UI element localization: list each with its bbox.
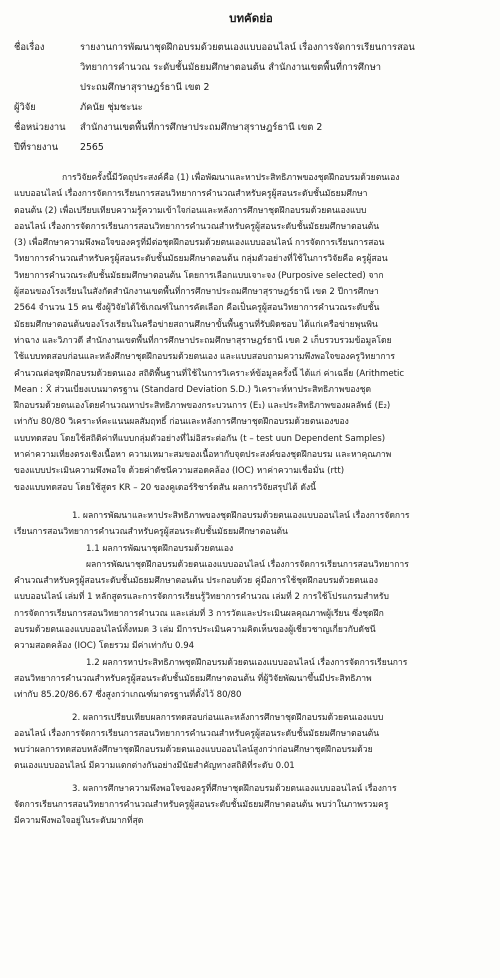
abstract-body — [14, 170, 488, 496]
results-section — [14, 508, 488, 830]
result-line: 1. ผลการพัฒนาและหาประสิทธิภาพของชุดฝึกอบรมด้วยตนเองแบบออนไลน์ เรื่องการจัดการ — [72, 510, 410, 521]
result-line: ความสอดคล้อง (IOC) โดยรวม มีค่าเท่ากับ 0.94 — [14, 641, 195, 652]
abstract-line: แบบทดสอบ โดยใช้สถิติค่าทีแบบกลุ่มตัวอย่างที่ไม่อิสระต่อกัน (t – test uun Dependent Samples) — [14, 433, 386, 444]
result-line: การจัดการเรียนการสอนวิทยาการคำนวณ และเล่มที่ 3 การวัดและประเมินผลคุณภาพผู้เรียน ซึ่งชุดฝึก — [14, 608, 384, 619]
result-line: ตนเองแบบออนไลน์ มีความแตกต่างกันอย่างมีนัยสำคัญทางสถิติที่ระดับ 0.01 — [14, 761, 295, 772]
result-line: พบว่าผลการทดสอบหลังศึกษาชุดฝึกอบรมด้วยตนเองแบบออนไลน์สูงกว่าก่อนศึกษาชุดฝึกอบรมด้วย — [14, 745, 373, 756]
result-line: 1.1 ผลการพัฒนาชุดฝึกอบรมด้วยตนเอง — [86, 543, 234, 554]
abstract-line: หาค่าความเที่ยงตรงเชิงเนื้อหา ความเหมาะสมของเนื้อหากับจุดประสงค์ของชุดฝึกอบรม และหาคุณภาพ — [14, 450, 392, 461]
meta-line: วิทยาการคำนวณ ระดับชั้นมัธยมศึกษาตอนต้น สำนักงานเขตพื้นที่การศึกษา — [80, 62, 382, 73]
meta-value — [80, 38, 488, 98]
result-line: 1.2 ผลการหาประสิทธิภาพชุดฝึกอบรมด้วยตนเองแบบออนไลน์ เรื่องการจัดการเรียนการ — [86, 657, 408, 668]
page-title: บทคัดย่อ — [229, 11, 273, 25]
result-line: คำนวณสำหรับครูผู้สอนระดับชั้นมัธยมศึกษาตอนต้น ประกอบด้วย คู่มือการใช้ชุดฝึกอบรมด้วยตนเอง — [14, 576, 378, 587]
result-line: มีความพึงพอใจอยู่ในระดับมากที่สุด — [14, 816, 144, 827]
result-line: เท่ากับ 85.20/86.67 ซึ่งสูงกว่าเกณฑ์มาตรฐานที่ตั้งไว้ 80/80 — [14, 690, 242, 701]
abstract-line: วิทยาการคำนวณระดับชั้นมัธยมศึกษาตอนต้น โดยการเลือกแบบเจาะจง (Purposive selected) จาก — [14, 270, 384, 281]
meta-label: ชื่อเรื่อง — [14, 42, 45, 53]
meta-value — [80, 138, 488, 158]
abstract-line: ฝึกอบรมด้วยตนเองโดยคำนวณหาประสิทธิภาพของกระบวนการ (E₁) และประสิทธิภาพของผลลัพธ์ (E₂) — [14, 401, 391, 412]
meta-line: 2565 — [80, 142, 104, 153]
meta-label: ผู้วิจัย — [14, 102, 36, 113]
abstract-line: การวิจัยครั้งนี้มีวัตถุประสงค์คือ (1) เพื่อพัฒนาและหาประสิทธิภาพของชุดฝึกอบรมด้วยตนเอง — [62, 173, 400, 183]
result-line: อบรมด้วยตนเองแบบออนไลน์ทั้งหมด 3 เล่ม มีการประเมินความคิดเห็นของผู้เชี่ยวชาญเกี่ยวกับดัชนี — [14, 625, 376, 636]
abstract-line: ออนไลน์ เรื่องการจัดการเรียนการสอนวิทยาการคำนวณสำหรับครูผู้สอนระดับชั้นมัธยมศึกษาตอนต้น — [14, 221, 380, 232]
abstract-line: ของแบบทดสอบ โดยใช้สูตร KR – 20 ของคูเดอร์ริชาร์ดสัน ผลการวิจัยสรุปได้ ดังนี้ — [14, 482, 317, 493]
abstract-line: (3) เพื่อศึกษาความพึงพอใจของครูที่มีต่อชุดฝึกอบรมด้วยตนเองแบบออนไลน์ การจัดการเรียนการสอน — [14, 238, 385, 249]
abstract-line: วิทยาการคำนวณสำหรับครูผู้สอนระดับชั้นมัธยมศึกษาตอนต้น กลุ่มตัวอย่างที่ใช้ในการวิจัยคือ ครูผู้สอน — [14, 254, 388, 265]
result-line: แบบออนไลน์ เล่มที่ 1 หลักสูตรและการจัดการเรียนรู้วิทยาการคำนวณ เล่มที่ 2 การใช้โปรแกรมสำหรับ — [14, 592, 389, 603]
abstract-line: แบบออนไลน์ เรื่องการจัดการเรียนการสอนวิทยาการคำนวณสำหรับครูผู้สอนระดับชั้นมัธยมศึกษา — [14, 189, 368, 200]
result-line: 2. ผลการเปรียบเทียบผลการทดสอบก่อนและหลังการศึกษาชุดฝึกอบรมด้วยตนเองแบบ — [72, 712, 384, 723]
meta-row-researcher — [14, 98, 488, 118]
result-line: สอนวิทยาการคำนวณสำหรับครูผู้สอนระดับชั้นมัธยมศึกษาตอนต้น ที่ผู้วิจัยพัฒนาขึ้นมีประสิทธิภาพ — [14, 673, 372, 684]
result-line: จัดการเรียนการสอนวิทยาการคำนวณสำหรับครูผู้สอนระดับชั้นมัธยมศึกษาตอนต้น พบว่าในภาพรวมครู — [14, 799, 389, 810]
meta-line: รายงานการพัฒนาชุดฝึกอบรมด้วยตนเองแบบออนไลน์ เรื่องการจัดการเรียนการสอน — [80, 42, 415, 53]
result-line: เรียนการสอนวิทยาการคำนวณสำหรับครูผู้สอนระดับชั้นมัธยมศึกษาตอนต้น — [14, 527, 288, 538]
abstract-line: มัธยมศึกษาตอนต้นของโรงเรียนในครือข่ายสถานศึกษาขั้นพื้นฐานที่รับผิดชอบ ได้แก่เครือข่ายพุนพิน — [14, 319, 378, 330]
abstract-line: ผู้สอนของโรงเรียนในสังกัดสำนักงานเขตพื้นที่การศึกษาประถมศึกษาสุราษฎร์ธานี เขต 2 ปีการศึกษา — [14, 287, 379, 298]
meta-line: ภัคนัย ชุ่มชะนะ — [80, 102, 143, 113]
abstract-line: ท่าฉาง และวิภาวดี สำนักงานเขตพื้นที่การศึกษาประถมศึกษาสุราษฎร์ธานี เขต 2 เก็บรวบรวมข้อมูลโดย — [14, 335, 392, 346]
result-line: 3. ผลการศึกษาความพึงพอใจของครูที่ศึกษาชุดฝึกอบรมด้วยตนเองแบบออนไลน์ เรื่องการ — [72, 783, 397, 794]
abstract-line: คำนวณต่อชุดฝึกอบรมด้วยตนเอง สถิติพื้นฐานที่ใช้ในการวิเคราะห์ข้อมูลครั้งนี้ ได้แก่ ค่าเฉลี่ย (Arithmetic — [14, 368, 405, 379]
meta-label: ปีที่รายงาน — [14, 142, 59, 153]
metadata-block — [14, 38, 488, 158]
meta-row-title — [14, 38, 488, 98]
result-line: ผลการพัฒนาชุดฝึกอบรมด้วยตนเองแบบออนไลน์ เรื่องการจัดการเรียนการสอนวิทยาการ — [86, 559, 409, 570]
meta-label: ชื่อหน่วยงาน — [14, 122, 66, 133]
abstract-line: Mean : X̄ ส่วนเบี่ยงเบนมาตรฐาน (Standard Deviation S.D.) วิเคราะห์หาประสิทธิภาพของชุด — [14, 384, 372, 395]
abstract-line: เท่ากับ 80/80 วิเคราะห์คะแนนผลสัมฤทธิ์ ก่อนและหลังการศึกษาชุดฝึกอบรมด้วยตนเองของ — [14, 417, 349, 428]
meta-row-year — [14, 138, 488, 158]
abstract-line: ของแบบประเมินความพึงพอใจ ด้วยค่าดัชนีความสอดคล้อง (IOC) หาค่าความเชื่อมั่น (rtt) — [14, 466, 345, 477]
meta-value — [80, 98, 488, 118]
meta-row-organization — [14, 118, 488, 138]
meta-value — [80, 118, 488, 138]
result-line: ออนไลน์ เรื่องการจัดการเรียนการสอนวิทยาการคำนวณสำหรับครูผู้สอนระดับชั้นมัธยมศึกษาตอนต้น — [14, 728, 380, 739]
abstract-line: 2564 จำนวน 15 คน ซึ่งผู้วิจัยได้ใช้เกณฑ์ในการคัดเลือก คือเป็นครูผู้สอนวิทยาการคำนวณระดับชั้น — [14, 303, 380, 314]
abstract-line: ตอนต้น (2) เพื่อเปรียบเทียบความรู้ความเข้าใจก่อนและหลังการศึกษาชุดฝึกอบรมด้วยตนเองแบบ — [14, 205, 367, 216]
abstract-line: ใช้แบบทดสอบก่อนและหลังศึกษาชุดฝึกอบรมด้วยตนเอง และแบบสอบถามความพึงพอใจของครูวิทยาการ — [14, 352, 395, 363]
meta-line: ประถมศึกษาสุราษฎร์ธานี เขต 2 — [80, 82, 210, 93]
meta-line: สำนักงานเขตพื้นที่การศึกษาประถมศึกษาสุราษฎร์ธานี เขต 2 — [80, 122, 323, 133]
